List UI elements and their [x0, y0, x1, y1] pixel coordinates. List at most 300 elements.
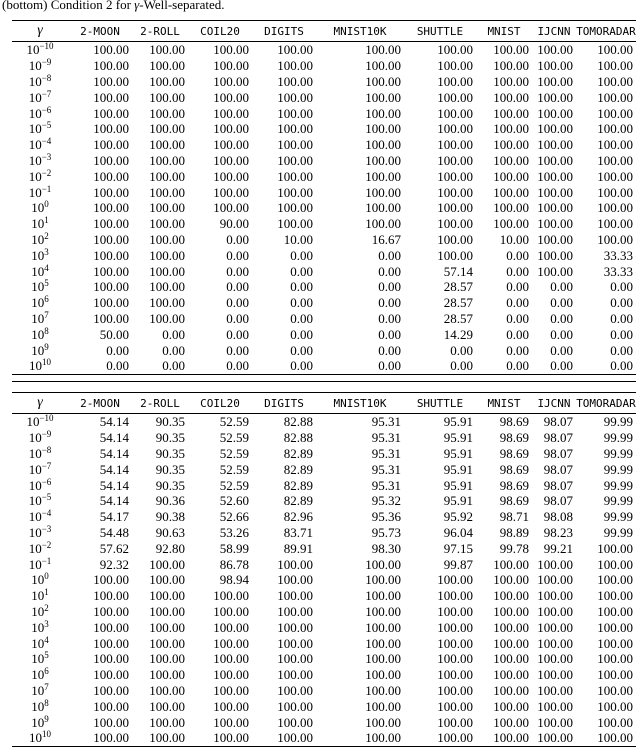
table-cell: 100.00	[537, 247, 573, 263]
table-row	[12, 604, 636, 620]
gamma-base: 10	[28, 152, 42, 168]
table-cell: 100.00	[493, 698, 529, 714]
table-cell: 100.00	[93, 635, 129, 651]
table-row	[12, 263, 636, 279]
table-cell: 100.00	[213, 714, 249, 730]
table-cell: 90.35	[155, 477, 185, 493]
gamma-base: 10	[28, 556, 42, 572]
table-cell: 0.00	[226, 342, 249, 358]
table-cell: 96.04	[443, 524, 473, 540]
table-cell: 95.91	[443, 430, 473, 446]
gamma-base: 10	[28, 184, 42, 200]
column-header: IJCNN	[532, 21, 576, 42]
table-cell: 100.00	[93, 121, 129, 137]
gamma-base: 10	[31, 263, 45, 279]
table-cell: 0.00	[550, 326, 573, 342]
table-cell: 100.00	[576, 730, 636, 746]
table-cell: 100.00	[149, 42, 185, 58]
table-cell: 0.00	[550, 310, 573, 326]
gamma-base: 10	[28, 89, 42, 105]
table-cell: 100.00	[537, 714, 573, 730]
gamma-exponent: 7	[44, 681, 49, 692]
gamma-value	[12, 556, 68, 572]
gamma-base: 10	[31, 342, 45, 358]
gamma-exponent: 10	[42, 357, 51, 368]
table-cell: 28.57	[443, 279, 473, 295]
table-row	[12, 477, 636, 493]
table-cell: 54.14	[99, 493, 129, 509]
table-row	[12, 247, 636, 263]
table-cell: 100.00	[437, 137, 473, 153]
table-cell: 90.36	[155, 493, 185, 509]
table-cell: 100.00	[252, 730, 316, 746]
top-table-header	[12, 21, 636, 42]
table-cell: 100.00	[365, 73, 401, 89]
table-cell: 100.00	[537, 603, 573, 619]
gamma-exponent: 5	[44, 278, 49, 289]
table-cell: 0.00	[162, 326, 185, 342]
table-cell: 14.29	[443, 326, 473, 342]
table-cell: 100.00	[537, 42, 573, 58]
table-cell: 100.00	[213, 73, 249, 89]
table-cell: 99.78	[499, 540, 529, 556]
table-cell: 100.00	[213, 58, 249, 74]
table-cell: 100.00	[365, 588, 401, 604]
table-cell: 100.00	[277, 152, 313, 168]
gamma-value	[12, 121, 68, 137]
table-cell: 54.14	[99, 477, 129, 493]
gamma-exponent: −6	[41, 476, 52, 487]
gamma-base: 10	[31, 326, 45, 342]
table-cell: 0.00	[506, 295, 529, 311]
table-cell: 100.00	[93, 588, 129, 604]
table-cell: 100.00	[277, 137, 313, 153]
gamma-exponent: 6	[44, 666, 49, 677]
gamma-value	[12, 168, 68, 184]
gamma-value	[12, 635, 68, 651]
table-row	[12, 358, 636, 374]
table-cell: 95.36	[371, 509, 401, 525]
table-cell: 100.00	[93, 714, 129, 730]
table-cell: 100.00	[437, 105, 473, 121]
table-cell: 0.00	[290, 326, 313, 342]
gamma-exponent: −1	[41, 183, 52, 194]
table-cell: 54.14	[99, 430, 129, 446]
column-header: DIGITS	[252, 393, 316, 414]
table-row	[12, 58, 636, 74]
table-cell: 100.00	[537, 184, 573, 200]
table-cell: 0.00	[450, 342, 473, 358]
table-cell: 100.00	[493, 588, 529, 604]
gamma-exponent: 0	[44, 199, 49, 210]
table-cell: 0.00	[290, 247, 313, 263]
column-header: 2-ROLL	[132, 21, 188, 42]
gamma-exponent: 1	[44, 587, 49, 598]
gamma-value	[12, 572, 68, 588]
gamma-value	[12, 232, 68, 248]
table-cell: 100.00	[277, 200, 313, 216]
table-cell: 0.00	[290, 310, 313, 326]
table-cell: 0.00	[106, 342, 129, 358]
table-cell: 100.00	[93, 89, 129, 105]
table-cell: 57.14	[443, 263, 473, 279]
table-cell: 100.00	[365, 667, 401, 683]
table-cell: 100.00	[597, 603, 633, 619]
gamma-exponent: −9	[41, 429, 52, 440]
table-cell: 100.00	[597, 651, 633, 667]
table-cell: 100.00	[537, 588, 573, 604]
gamma-value	[12, 247, 68, 263]
gamma-value	[12, 588, 68, 604]
table-cell: 100.00	[149, 137, 185, 153]
table-cell: 95.91	[443, 445, 473, 461]
column-header: MNIST	[476, 21, 532, 42]
table-cell: 100.00	[597, 184, 633, 200]
gamma-exponent: 5	[44, 650, 49, 661]
table-cell: 82.89	[283, 445, 313, 461]
table-cell: 100.00	[437, 698, 473, 714]
table-cell: 100.00	[149, 651, 185, 667]
column-header: MNIST10K	[316, 393, 404, 414]
table-cell: 98.69	[499, 493, 529, 509]
table-cell: 100.00	[404, 730, 476, 746]
table-cell: 52.59	[219, 414, 249, 430]
bottom-table	[12, 392, 636, 747]
table-row	[12, 279, 636, 295]
table-cell: 52.59	[219, 477, 249, 493]
table-cell: 100.00	[532, 730, 576, 746]
table-cell: 100.00	[93, 651, 129, 667]
column-header: TOMORADAR	[576, 393, 636, 414]
table-cell: 100.00	[365, 58, 401, 74]
table-cell: 54.14	[99, 445, 129, 461]
table-cell: 100.00	[537, 137, 573, 153]
gamma-base: 10	[28, 58, 42, 74]
table-cell: 0.00	[610, 326, 633, 342]
table-cell: 0.00	[226, 231, 249, 247]
table-row	[12, 295, 636, 311]
table-cell: 100.00	[149, 556, 185, 572]
table-cell: 100.00	[537, 216, 573, 232]
table-row	[12, 572, 636, 588]
table-row	[12, 42, 636, 58]
gamma-exponent: −7	[41, 460, 52, 471]
table-cell: 95.91	[443, 414, 473, 430]
table-cell: 100.00	[213, 89, 249, 105]
table-cell: 100.00	[149, 667, 185, 683]
table-cell: 0.00	[378, 247, 401, 263]
column-header: 2-ROLL	[132, 393, 188, 414]
table-cell: 100.00	[213, 168, 249, 184]
table-cell: 90.38	[155, 509, 185, 525]
table-cell: 0.00	[290, 295, 313, 311]
table-cell: 100.00	[365, 603, 401, 619]
table-cell: 100.00	[597, 667, 633, 683]
header-row	[12, 393, 636, 414]
table-cell: 100.00	[597, 121, 633, 137]
table-cell: 100.00	[149, 588, 185, 604]
table-cell: 100.00	[277, 588, 313, 604]
table-cell: 0.00	[378, 295, 401, 311]
table-cell: 100.00	[277, 635, 313, 651]
table-cell: 95.92	[443, 509, 473, 525]
table-cell: 100.00	[537, 105, 573, 121]
gamma-base: 10	[31, 572, 45, 588]
table-cell: 100.00	[365, 651, 401, 667]
table-cell: 100.00	[149, 216, 185, 232]
top-table-body	[12, 42, 636, 375]
table-cell: 90.63	[155, 524, 185, 540]
table-cell: 100.00	[537, 556, 573, 572]
table-cell: 100.00	[597, 588, 633, 604]
gamma-exponent: 6	[44, 294, 49, 305]
table-cell: 100.00	[365, 572, 401, 588]
table-cell: 100.00	[149, 200, 185, 216]
table-cell: 97.15	[443, 540, 473, 556]
table-cell: 100.00	[213, 682, 249, 698]
table-cell: 100.00	[93, 682, 129, 698]
column-header: COIL20	[188, 393, 252, 414]
table-cell: 54.48	[99, 524, 129, 540]
table-cell: 100.00	[597, 231, 633, 247]
table-cell: 0.00	[252, 358, 316, 374]
table-cell: 100.00	[537, 635, 573, 651]
table-cell: 100.00	[597, 200, 633, 216]
table-cell: 100.00	[188, 730, 252, 746]
top-table	[12, 20, 636, 375]
gamma-value	[12, 311, 68, 327]
table-cell: 54.14	[99, 461, 129, 477]
table-cell: 0.00	[610, 279, 633, 295]
table-cell: 50.00	[99, 326, 129, 342]
table-cell: 100.00	[277, 105, 313, 121]
gamma-exponent: −3	[41, 151, 52, 162]
table-cell: 0.00	[226, 326, 249, 342]
gamma-value	[12, 430, 68, 446]
table-cell: 100.00	[277, 121, 313, 137]
gamma-exponent: −6	[41, 104, 52, 115]
table-cell: 100.00	[93, 216, 129, 232]
gamma-value	[12, 446, 68, 462]
table-cell: 0.00	[188, 358, 252, 374]
table-row	[12, 714, 636, 730]
table-cell: 100.00	[365, 184, 401, 200]
table-cell: 100.00	[93, 295, 129, 311]
table-row	[12, 556, 636, 572]
table-cell: 0.00	[506, 326, 529, 342]
table-cell: 98.07	[543, 477, 573, 493]
table-cell: 100.00	[93, 263, 129, 279]
table-cell: 0.00	[378, 342, 401, 358]
table-cell: 100.00	[213, 105, 249, 121]
gamma-base: 10	[31, 279, 45, 295]
table-cell: 100.00	[597, 714, 633, 730]
column-header: TOMORADAR	[576, 21, 636, 42]
table-cell: 98.69	[499, 445, 529, 461]
table-cell: 100.00	[149, 310, 185, 326]
table-cell: 100.00	[316, 730, 404, 746]
table-cell: 98.07	[543, 445, 573, 461]
table-cell: 100.00	[597, 540, 633, 556]
table-cell: 100.00	[597, 42, 633, 58]
table-cell: 0.00	[226, 295, 249, 311]
table-cell: 100.00	[493, 714, 529, 730]
table-cell: 100.00	[493, 619, 529, 635]
gamma-base: 10	[28, 493, 42, 509]
gamma-value	[12, 461, 68, 477]
table-cell: 99.21	[543, 540, 573, 556]
table-cell: 0.00	[576, 358, 636, 374]
table-cell: 100.00	[493, 89, 529, 105]
table-cell: 98.69	[499, 430, 529, 446]
table-cell: 0.00	[290, 342, 313, 358]
table-cell: 100.00	[149, 89, 185, 105]
column-header: COIL20	[188, 21, 252, 42]
table-cell: 16.67	[371, 231, 401, 247]
table-cell: 100.00	[365, 216, 401, 232]
table-cell: 100.00	[537, 168, 573, 184]
table-cell: 0.00	[226, 247, 249, 263]
table-cell: 82.89	[283, 493, 313, 509]
table-cell: 0.00	[226, 279, 249, 295]
table-cell: 0.00	[290, 279, 313, 295]
gamma-value	[12, 525, 68, 541]
table-cell: 100.00	[149, 572, 185, 588]
table-cell: 82.89	[283, 477, 313, 493]
table-cell: 100.00	[437, 200, 473, 216]
table-cell: 100.00	[476, 730, 532, 746]
table-cell: 52.59	[219, 445, 249, 461]
table-cell: 100.00	[149, 121, 185, 137]
table-cell: 100.00	[277, 89, 313, 105]
table-cell: 100.00	[537, 121, 573, 137]
gamma-base: 10	[28, 509, 42, 525]
table-cell: 98.08	[543, 509, 573, 525]
table-row	[12, 698, 636, 714]
table-cell: 100.00	[149, 184, 185, 200]
bottom-table-body	[12, 414, 636, 747]
table-cell: 100.00	[493, 105, 529, 121]
table-cell: 0.00	[290, 263, 313, 279]
table-cell: 100.00	[93, 168, 129, 184]
table-cell: 95.91	[443, 477, 473, 493]
gamma-base: 10	[31, 247, 45, 263]
table-row	[12, 461, 636, 477]
table-cell: 0.00	[532, 358, 576, 374]
table-cell: 100.00	[93, 572, 129, 588]
table-cell: 83.71	[283, 524, 313, 540]
table-row	[12, 89, 636, 105]
gamma-base: 10	[31, 698, 45, 714]
table-cell: 99.99	[603, 493, 633, 509]
gamma-exponent: −2	[41, 167, 52, 178]
table-row	[12, 525, 636, 541]
table-cell: 100.00	[537, 651, 573, 667]
table-cell: 100.00	[93, 152, 129, 168]
table-cell: 100.00	[537, 572, 573, 588]
table-row	[12, 74, 636, 90]
gamma-base: 10	[31, 682, 45, 698]
column-header: SHUTTLE	[404, 393, 476, 414]
table-cell: 57.62	[99, 540, 129, 556]
gamma-exponent: −3	[41, 523, 52, 534]
table-cell: 98.07	[543, 461, 573, 477]
gamma-base: 10	[28, 445, 42, 461]
table-cell: 100.00	[365, 556, 401, 572]
gamma-exponent: 2	[44, 230, 49, 241]
table-cell: 100.00	[437, 619, 473, 635]
table-cell: 100.00	[149, 105, 185, 121]
table-cell: 92.80	[155, 540, 185, 556]
table-cell: 100.00	[493, 556, 529, 572]
table-cell: 100.00	[437, 714, 473, 730]
table-cell: 100.00	[213, 152, 249, 168]
table-cell: 100.00	[493, 667, 529, 683]
gamma-base: 10	[28, 137, 42, 153]
table-cell: 89.91	[283, 540, 313, 556]
table-cell: 100.00	[149, 231, 185, 247]
table-cell: 100.00	[537, 231, 573, 247]
table-cell: 100.00	[537, 667, 573, 683]
table-row	[12, 200, 636, 216]
table-cell: 100.00	[93, 619, 129, 635]
gamma-base: 10	[28, 430, 42, 446]
table-cell: 82.88	[283, 430, 313, 446]
table-cell: 100.00	[93, 200, 129, 216]
gamma-value	[12, 74, 68, 90]
table-cell: 100.00	[365, 698, 401, 714]
gamma-value	[12, 105, 68, 121]
table-cell: 100.00	[93, 231, 129, 247]
gamma-exponent: 4	[44, 634, 49, 645]
gamma-base: 10	[28, 105, 42, 121]
gamma-exponent: −10	[39, 413, 54, 424]
gamma-base: 10	[31, 635, 45, 651]
table-row	[12, 153, 636, 169]
table-cell: 100.00	[493, 137, 529, 153]
table-cell: 100.00	[365, 200, 401, 216]
gamma-exponent: −8	[41, 444, 52, 455]
table-cell: 100.00	[277, 698, 313, 714]
gamma-base: 10	[31, 714, 45, 730]
gamma-value	[12, 200, 68, 216]
table-cell: 98.69	[499, 461, 529, 477]
table-cell: 0.00	[610, 295, 633, 311]
table-cell: 100.00	[437, 247, 473, 263]
table-cell: 100.00	[597, 556, 633, 572]
gamma-base: 10	[29, 358, 42, 374]
table-cell: 100.00	[493, 184, 529, 200]
table-cell: 0.00	[506, 263, 529, 279]
gamma-base: 10	[31, 651, 45, 667]
table-cell: 100.00	[149, 152, 185, 168]
table-cell: 0.00	[378, 326, 401, 342]
gamma-base: 10	[31, 295, 45, 311]
table-cell: 90.35	[155, 430, 185, 446]
table-row	[12, 137, 636, 153]
table-cell: 98.07	[543, 430, 573, 446]
table-cell: 0.00	[610, 310, 633, 326]
table-cell: 100.00	[213, 603, 249, 619]
table-cell: 95.31	[371, 477, 401, 493]
table-cell: 95.91	[443, 493, 473, 509]
gamma-exponent: −2	[41, 539, 52, 550]
gamma-exponent: 9	[44, 713, 49, 724]
table-cell: 100.00	[493, 152, 529, 168]
table-row	[12, 414, 636, 430]
gamma-base: 10	[28, 121, 42, 137]
column-header: 2-MOON	[68, 21, 132, 42]
